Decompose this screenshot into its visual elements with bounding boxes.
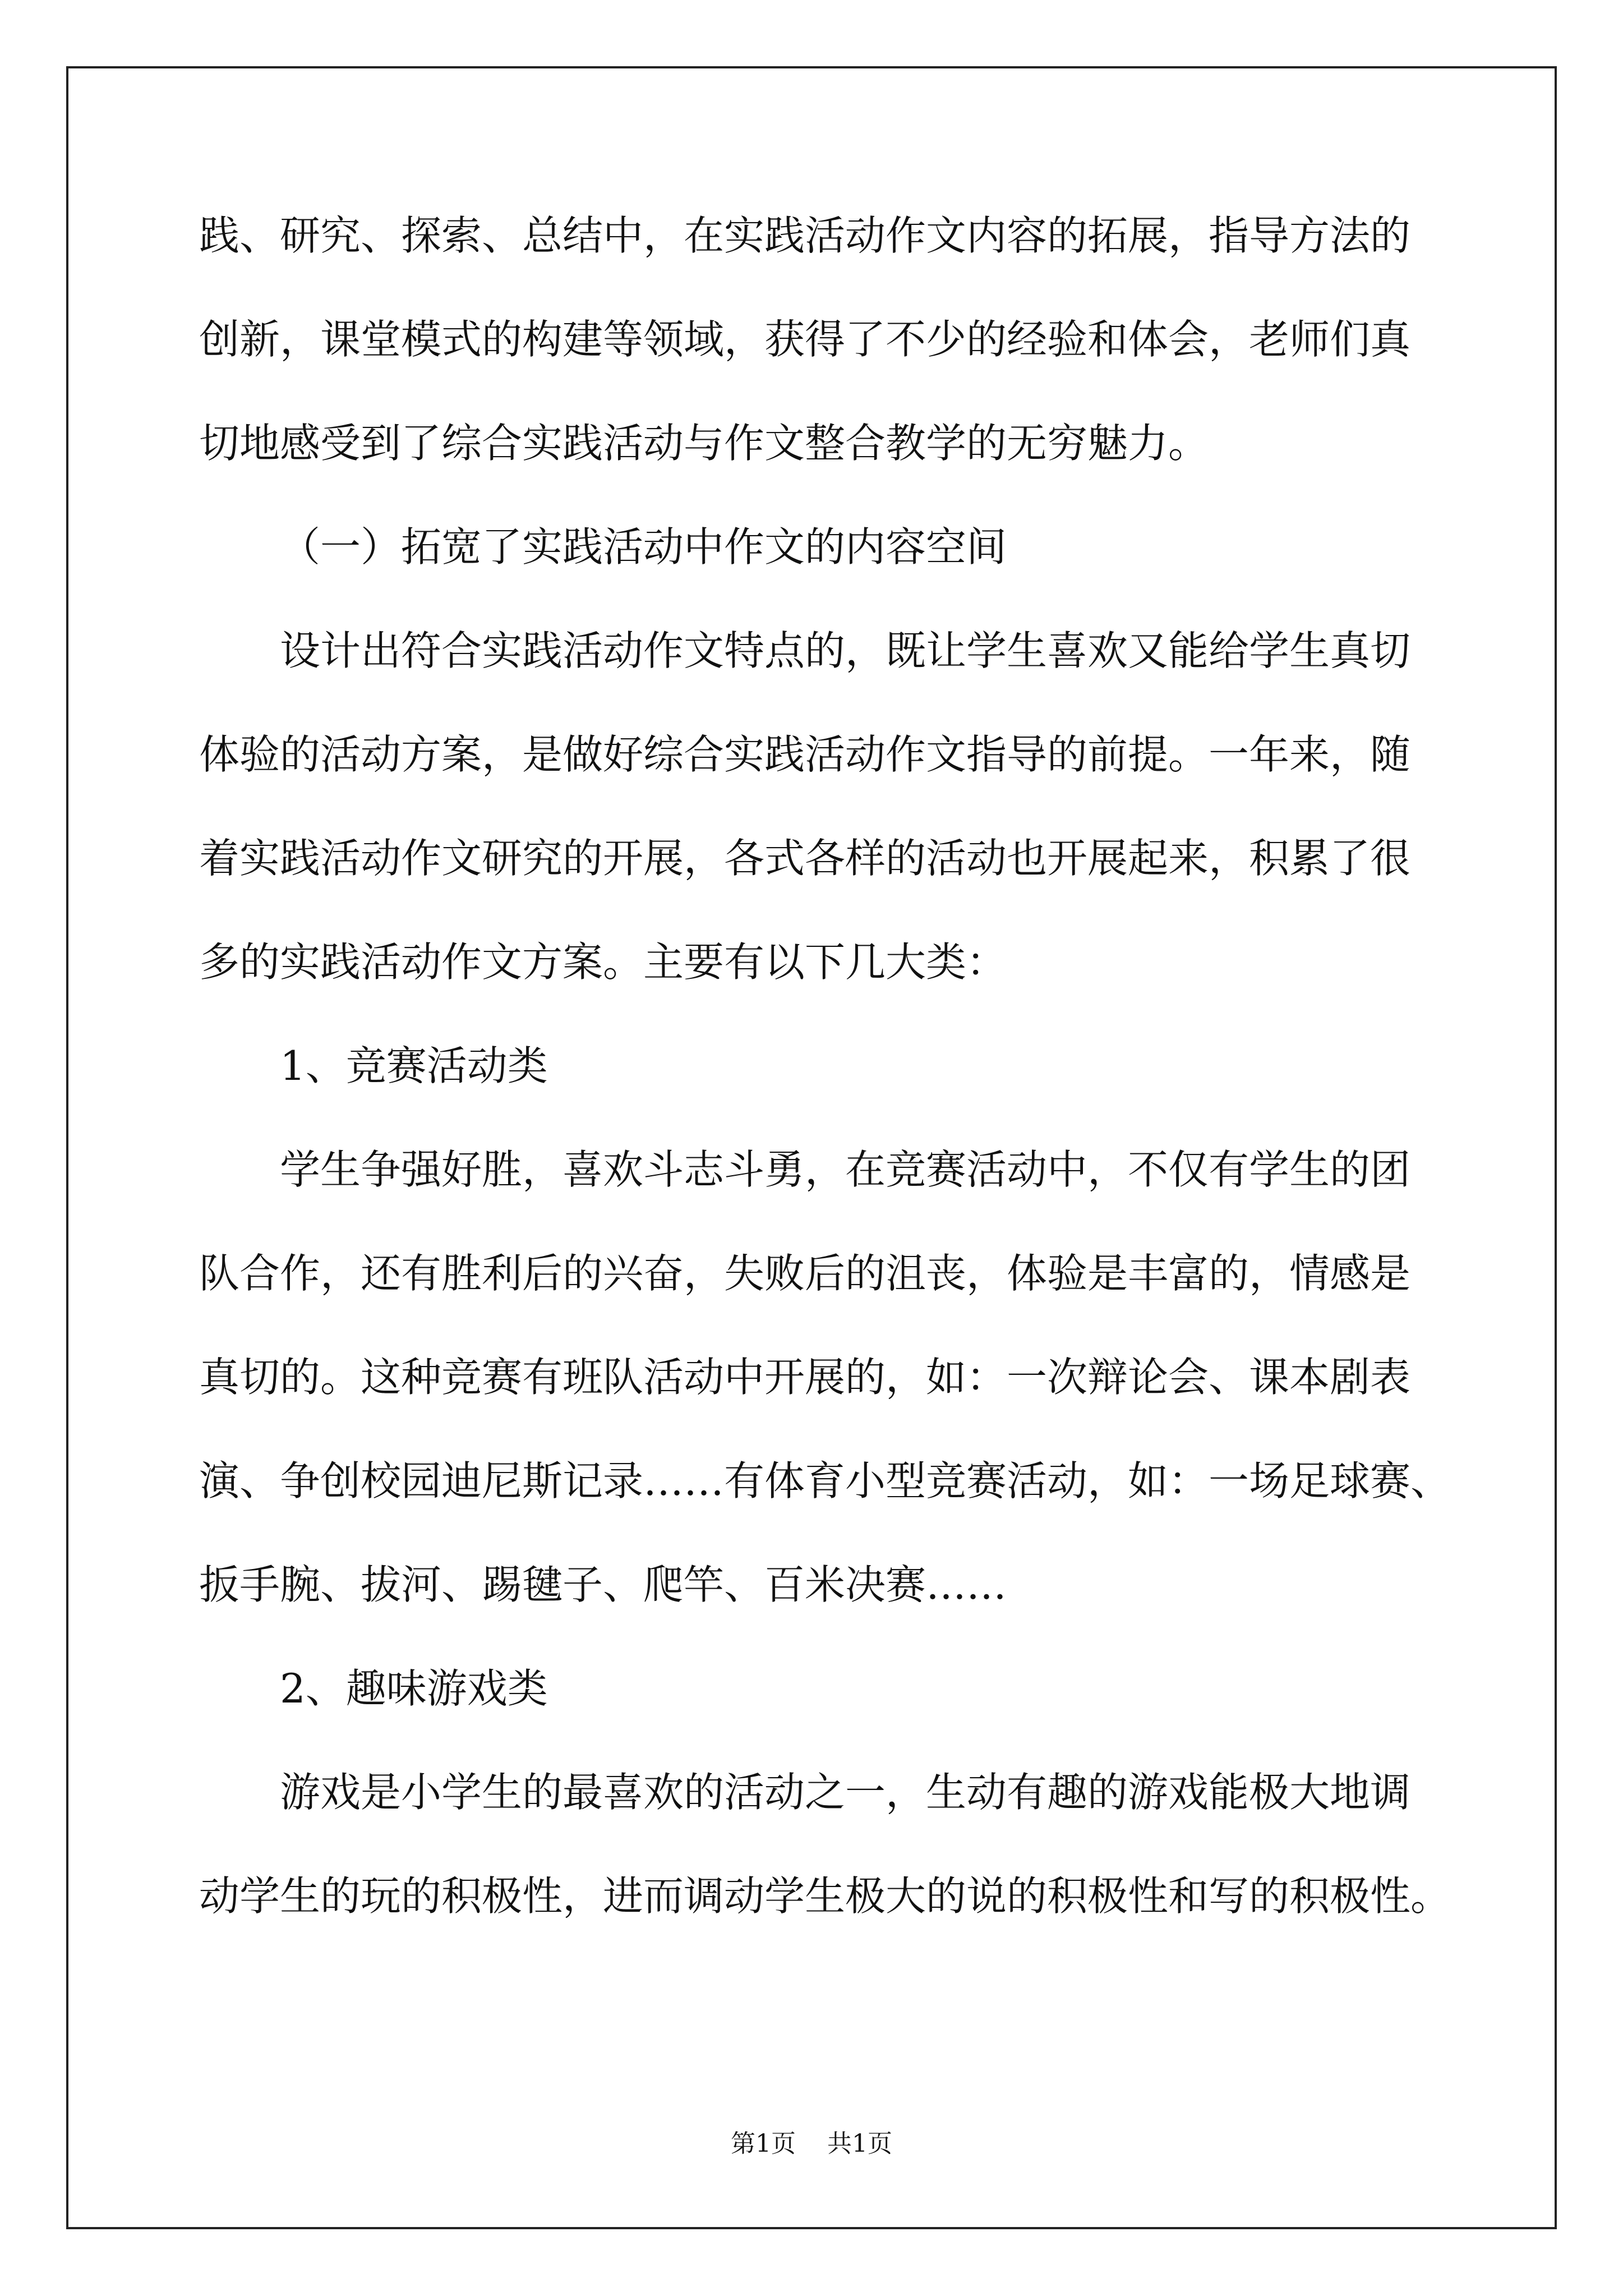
paragraph-line: 设计出符合实践活动作文特点的，既让学生喜欢又能给学生真切	[280, 627, 1411, 674]
subsection-heading: 1、竞赛活动类	[280, 1042, 548, 1089]
paragraph-line: 演、争创校园迪尼斯记录……有体育小型竞赛活动，如：一场足球赛、	[199, 1457, 1451, 1504]
paragraph-line: 扳手腕、拔河、踢毽子、爬竿、百米决赛……	[199, 1561, 1007, 1608]
paragraph-line: 队合作，还有胜利后的兴奋，失败后的沮丧，体验是丰富的，情感是	[199, 1250, 1411, 1297]
paragraph-line: 多的实践活动作文方案。主要有以下几大类：	[199, 938, 1007, 986]
paragraph-line: 切地感受到了综合实践活动与作文整合教学的无穷魅力。	[199, 420, 1209, 467]
paragraph-line: 学生争强好胜，喜欢斗志斗勇，在竞赛活动中，不仅有学生的团	[280, 1146, 1411, 1193]
paragraph-line: 践、研究、探索、总结中，在实践活动作文内容的拓展，指导方法的	[199, 212, 1411, 259]
paragraph-line: 动学生的玩的积极性，进而调动学生极大的说的积极性和写的积极性。	[199, 1872, 1451, 1920]
page-number: 第1页	[731, 2129, 796, 2158]
page-total: 共1页	[827, 2129, 892, 2158]
paragraph-line: 着实践活动作文研究的开展，各式各样的活动也开展起来，积累了很	[199, 835, 1411, 882]
paragraph-line: 真切的。这种竞赛有班队活动中开展的，如：一次辩论会、课本剧表	[199, 1354, 1411, 1401]
paragraph-line: 游戏是小学生的最喜欢的活动之一，生动有趣的游戏能极大地调	[280, 1769, 1411, 1816]
subsection-heading: 2、趣味游戏类	[280, 1665, 548, 1712]
section-heading: （一）拓宽了实践活动中作文的内容空间	[280, 523, 1007, 570]
paragraph-line: 创新，课堂模式的构建等领域，获得了不少的经验和体会，老师们真	[199, 316, 1411, 363]
paragraph-line: 体验的活动方案，是做好综合实践活动作文指导的前提。一年来，随	[199, 731, 1411, 778]
page-footer	[0, 2127, 1623, 2161]
